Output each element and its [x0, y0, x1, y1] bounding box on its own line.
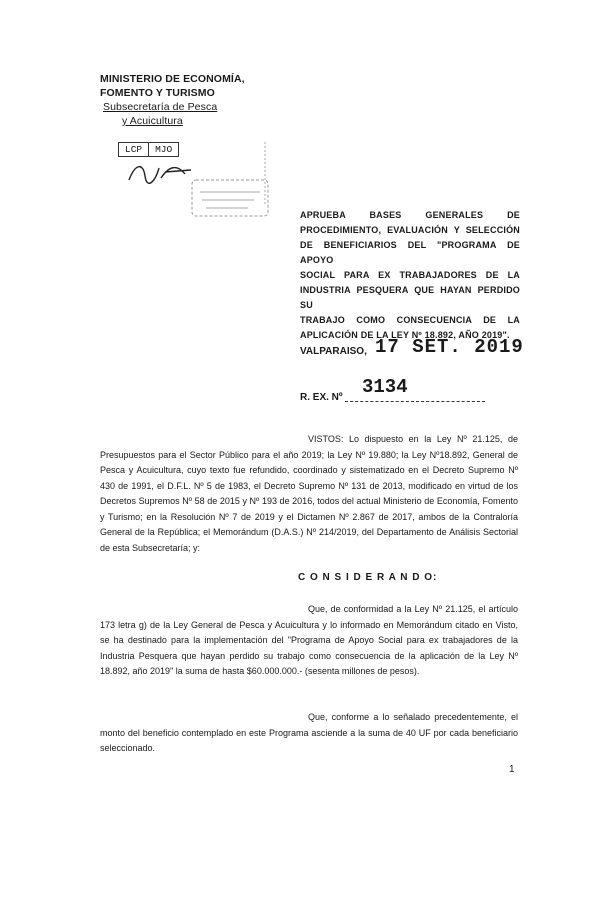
subsecretaria-line-1: Subsecretaría de Pesca	[103, 101, 218, 113]
ministry-line-1: MINISTERIO DE ECONOMÍA,	[100, 73, 245, 85]
initials-b: MJO	[155, 144, 173, 155]
page-number: 1	[509, 764, 515, 775]
title-line-7: APLICACIÓN DE LA LEY Nº 18.892, AÑO 2019".	[300, 330, 510, 340]
considerando-paragraph-1: Que, de conformidad a la Ley Nº 21.125, el artículo 173 letra g) de la Ley General de Pesca y Acuicultura y lo informado en Memorándum citado en Visto, se ha destinado para la implementación del "Programa de Apoyo Social para ex trabajadores de la Industria Pesquera que hayan perdido su trabajo como consecuencia de la aplicación de la Ley Nº 18.892, año 2019" la suma de hasta $60.000.000.- (sesenta millones de pesos).	[100, 604, 518, 676]
rex-label: R. EX. Nº	[300, 392, 343, 403]
resolution-number: 3134	[362, 376, 408, 398]
subsecretaria-line-2: y Acuicultura	[122, 115, 183, 127]
considerando-paragraph-2: Que, conforme a lo señalado precedentemente, el monto del beneficio contemplado en este Programa asciende a la suma de 40 UF por cada beneficiario seleccionado.	[100, 712, 518, 753]
title-line-6: TRABAJO COMO CONSECUENCIA DE LA	[300, 315, 520, 325]
vistos-paragraph: VISTOS: Lo dispuesto en la Ley Nº 21.125, de Presupuestos para el Sector Público para el año 2019; la Ley Nº 19.880; la Ley Nº18.892, General de Pesca y Acuicultura, cuyo texto fue refundido, coordinado y sistematizado en el Decreto Supremo Nº 430 de 1991, el D.F.L. Nº 5 de 1983, el Decreto Supremo Nº 131 de 2013, modificado en virtud de los Decretos Supremos Nº 58 de 2015 y Nº 193 de 2016, todos del actual Ministerio de Economía, Fomento y Turismo; en la Resolución Nº 7 de 2019 y el Dictamen Nº 2.867 de 2017, ambos de la Contraloría General de la República; el Memorándum (D.A.S.) Nº 214/2019, del Departamento de Análisis Sectorial de esta Subsecretaría; y:	[100, 434, 518, 553]
signature-icon	[125, 158, 195, 186]
initials-box	[118, 142, 179, 157]
title-line-5: INDUSTRIA PESQUERA QUE HAYAN PERDIDO SU	[300, 285, 520, 310]
ministry-line-2: FOMENTO Y TURISMO	[100, 87, 215, 99]
title-line-2: PROCEDIMIENTO, EVALUACIÓN Y SELECCIÓN	[300, 225, 520, 235]
resolution-date: 17 SET. 2019	[375, 336, 524, 358]
considerando-heading: C O N S I D E R A N D O:	[298, 572, 438, 583]
title-line-3: DE BENEFICIARIOS DEL "PROGRAMA DE APOYO	[300, 240, 520, 265]
title-line-1: APRUEBA BASES GENERALES DE	[300, 210, 520, 220]
resolution-title	[300, 208, 520, 343]
vertical-stamp-icon	[258, 138, 272, 208]
title-line-4: SOCIAL PARA EX TRABAJADORES DE LA	[300, 270, 520, 280]
signature-mark	[125, 158, 195, 191]
margin-mark	[258, 138, 272, 213]
initials-a: LCP	[119, 143, 149, 156]
place-label: VALPARAISO,	[300, 346, 367, 357]
rex-underline	[345, 401, 485, 402]
